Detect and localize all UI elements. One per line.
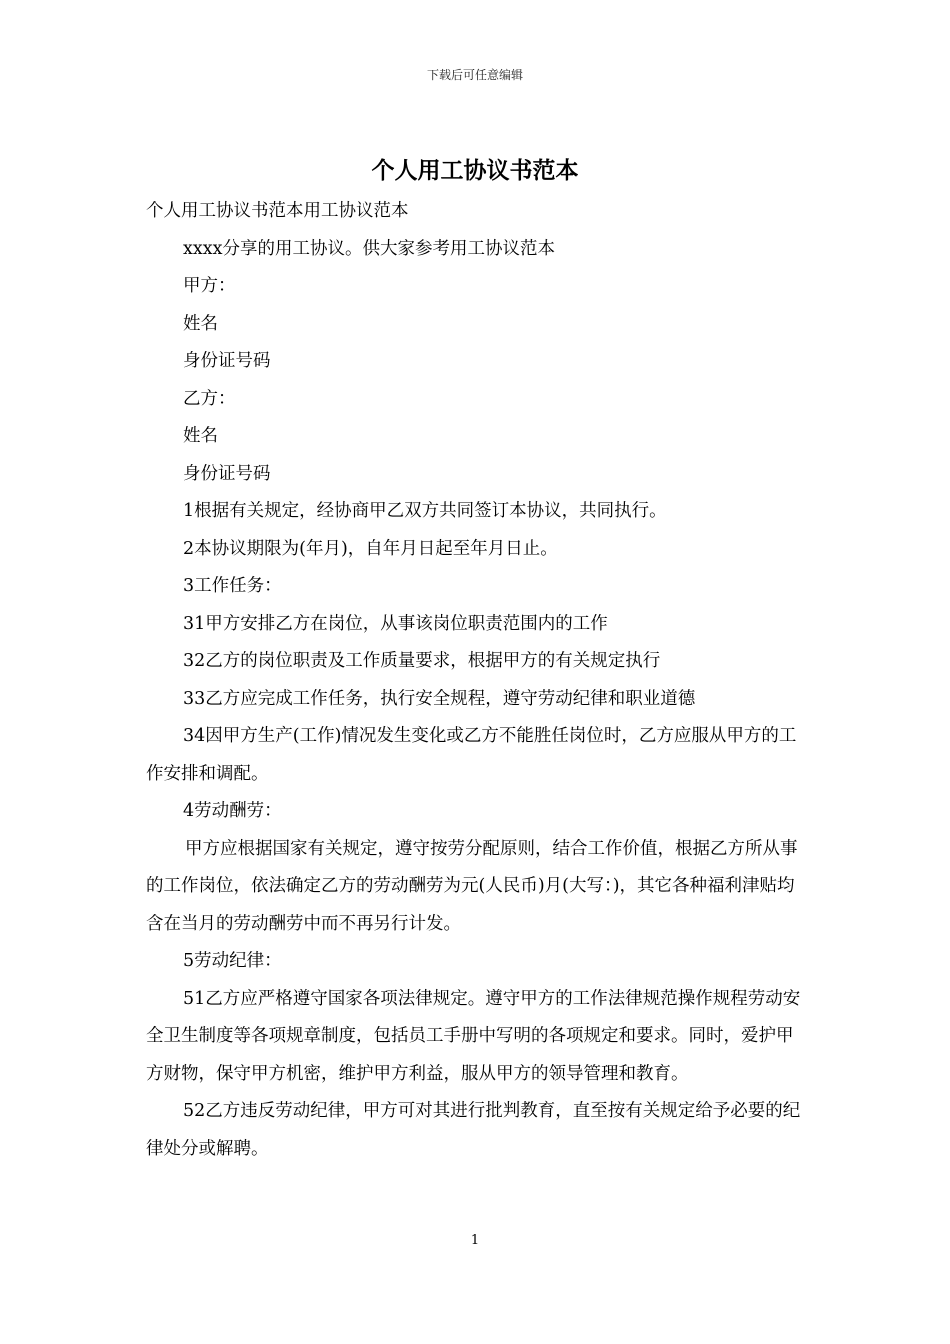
party-a-id-label: 身份证号码 (183, 351, 271, 371)
clause-5-2: 52乙方违反劳动纪律，甲方可对其进行批判教育，直至按有关规定给予必要的纪律处分或解聘。 (146, 1101, 801, 1159)
clause-1: 1根据有关规定，经协商甲乙双方共同签订本协议，共同执行。 (183, 501, 667, 521)
clause-4-heading: 4劳动酬劳： (183, 801, 282, 821)
party-a-label: 甲方： (183, 276, 236, 296)
party-b-label: 乙方： (183, 388, 236, 409)
clause-2: 2本协议期限为(年月)，自年月日起至年月日止。 (183, 538, 558, 559)
clause-5-heading: 5劳动纪律： (183, 951, 282, 971)
clause-3-2: 32乙方的岗位职责及工作质量要求，根据甲方的有关规定执行 (183, 651, 661, 671)
header-note: 下载后可任意编辑 (426, 68, 523, 82)
party-a-name-label: 姓名 (183, 313, 218, 334)
document-title: 个人用工协议书范本 (371, 157, 579, 184)
intro-paragraph: xxxx分享的用工协议。供大家参考用工协议范本 (183, 238, 555, 259)
party-b-id-label: 身份证号码 (183, 463, 271, 484)
page-number: 1 (470, 1233, 480, 1248)
clause-3-1: 31甲方安排乙方在岗位，从事该岗位职责范围内的工作 (183, 613, 608, 634)
clause-3-heading: 3工作任务： (183, 576, 282, 596)
clause-3-4: 34因甲方生产(工作)情况发生变化或乙方不能胜任岗位时，乙方应服从甲方的工作安排和调配。 (146, 726, 797, 784)
clause-3-3: 33乙方应完成工作任务，执行安全规程，遵守劳动纪律和职业道德 (183, 688, 696, 709)
document-body (146, 193, 810, 1168)
clause-4-body: 甲方应根据国家有关规定，遵守按劳分配原则，结合工作价值，根据乙方所从事的工作岗位，依法确定乙方的劳动酬劳为元(人民币)月(大写：)，其它各种福利津贴均含在当月的劳动酬劳中而不再另行计发。 (146, 838, 798, 934)
subtitle-paragraph: 个人用工协议书范本用工协议范本 (146, 201, 409, 221)
clause-5-1: 51乙方应严格遵守国家各项法律规定。遵守甲方的工作法律规范操作规程劳动安全卫生制度等各项规章制度，包括员工手册中写明的各项规定和要求。同时，爱护甲方财物，保守甲方机密，维护甲方利益，服从甲方的领导管理和教育。 (146, 988, 801, 1084)
party-b-name-label: 姓名 (183, 426, 218, 446)
